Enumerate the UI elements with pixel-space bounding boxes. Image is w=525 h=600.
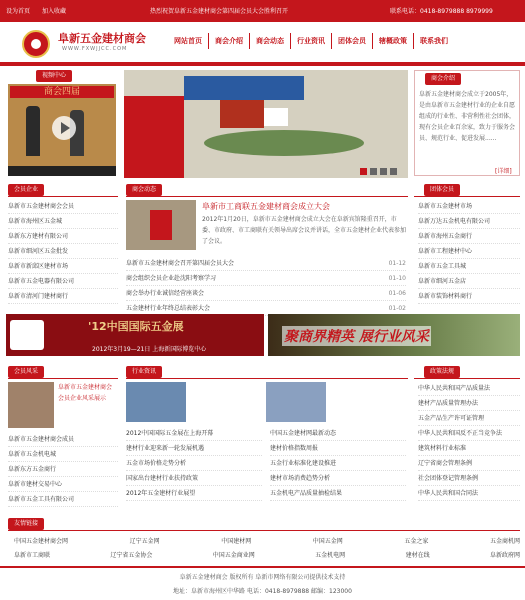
top-bar (0, 0, 525, 22)
intro-more-link[interactable]: [详细] (495, 168, 512, 175)
list-item[interactable]: 阜新市海州区五金城 (8, 214, 118, 229)
add-favorite-link[interactable]: 加入收藏 (42, 8, 67, 15)
list-item[interactable]: 阜新市建材交易中心 (8, 477, 118, 492)
members-list (418, 199, 520, 304)
slogan-text: 聚商界精英 展行业风采 (282, 326, 431, 346)
list-item[interactable]: 五金机电产品质量抽检结果 (270, 486, 406, 501)
list-item[interactable]: 阜新万达五金机电有限公司 (418, 214, 520, 229)
hotline-text: 联系电话：0418-8979888 8979999 (390, 8, 493, 15)
bottom-left-photo[interactable] (8, 382, 54, 428)
list-item[interactable]: 阜新市装饰材料商行 (418, 289, 520, 304)
news-row-title[interactable]: 商会举办行业诚信经营座谈会 (126, 290, 205, 297)
list-item[interactable]: 阜新市五金建材商会成员 (8, 432, 118, 447)
feature-photo[interactable] (124, 70, 408, 178)
bottom-left-headline[interactable]: 阜新市五金建材商会会员企业风采展示 (58, 384, 113, 402)
list-item[interactable]: 阜新市细河五金店 (418, 274, 520, 289)
podium-sign (220, 100, 264, 128)
list-item[interactable]: 阜新市细河区五金批发 (8, 244, 118, 259)
left-decoration (124, 96, 184, 178)
friend-link[interactable]: 建材在线 (405, 552, 430, 559)
video-caption: 商会四届 (10, 86, 114, 98)
nav-home[interactable]: 网站首页 (174, 37, 202, 45)
friend-link[interactable]: 五金商机网 (489, 538, 520, 545)
expo-banner[interactable] (6, 314, 264, 356)
links-divider (8, 530, 520, 531)
news-row-title[interactable]: 商会组织会员企业赴沈阳考察学习 (126, 275, 217, 282)
news-row-date: 01-10 (388, 275, 406, 282)
site-url: WWW.FXWJJCC.COM (62, 46, 128, 52)
news-row-title[interactable]: 阜新市五金建材商会召开第四届会员大会 (126, 260, 235, 267)
nav-policy[interactable]: 辖概政策 (372, 33, 413, 49)
news-photo-banner (150, 210, 172, 240)
friend-link[interactable]: 五金机电网 (315, 552, 346, 559)
news-headline[interactable]: 阜新市工商联五金建材商会成立大会 (202, 202, 330, 211)
friend-link[interactable]: 阜新政府网 (489, 552, 520, 559)
video-person-1 (26, 106, 40, 156)
list-item[interactable]: 建筑材料行业标准 (418, 441, 520, 456)
news-row[interactable] (126, 271, 406, 286)
friend-link[interactable]: 阜新市工商联 (14, 552, 51, 559)
projector-screen (264, 108, 288, 126)
news-row-date: 01-02 (388, 305, 406, 312)
list-item[interactable]: 辽宁省商会管理条例 (418, 456, 520, 471)
footer-line-1: 阜新五金建材商会 版权所有 阜新市网络有限公司提供技术支持 (179, 574, 346, 581)
policy-divider (414, 378, 520, 379)
list-item[interactable]: 建材行业迎来新一轮发展机遇 (126, 441, 262, 456)
set-home-link[interactable]: 设为首页 (6, 8, 31, 15)
list-item[interactable]: 阜新市海州五金商行 (418, 229, 520, 244)
slide-dot-3[interactable] (380, 168, 387, 175)
play-triangle-icon (61, 122, 70, 134)
intro-panel (414, 70, 520, 176)
industry-photo-2[interactable] (266, 382, 326, 422)
list-item[interactable]: 阜新市清河门建材商行 (8, 289, 118, 304)
list-item[interactable]: 建材市场消费趋势分析 (270, 471, 406, 486)
links-row-1 (14, 536, 520, 545)
news-row-title[interactable]: 五金建材行业年终总结表彰大会 (126, 305, 211, 312)
expo-logo (10, 320, 44, 350)
intro-title: 商会介绍 (425, 73, 461, 85)
left-box-list (8, 199, 118, 304)
bottom-left-divider (8, 378, 118, 379)
left-box-divider (8, 196, 118, 197)
links-title: 友情链接 (8, 518, 44, 530)
list-item[interactable]: 阜新市五金电器有限公司 (8, 274, 118, 289)
slide-dots[interactable] (360, 168, 404, 176)
list-item[interactable]: 建材价格指数周报 (270, 441, 406, 456)
list-item[interactable]: 中华人民共和国产品质量法 (418, 381, 520, 396)
list-item[interactable]: 阜新东方建材有限公司 (8, 229, 118, 244)
news-title: 商会动态 (126, 184, 162, 196)
industry-photo-1[interactable] (126, 382, 186, 422)
friend-link[interactable]: 中国五金商业网 (212, 552, 255, 559)
list-item[interactable]: 国家出台建材行业扶持政策 (126, 471, 262, 486)
play-icon[interactable] (52, 116, 76, 140)
header-divider (0, 62, 525, 66)
footer-line-2: 地址：阜新市海州区中华路 电话：0418-8979888 邮编：123000 (173, 588, 352, 595)
expo-date: 2012年3月19—21日 上海新国际博览中心 (92, 346, 207, 353)
members-title: 团体会员 (424, 184, 460, 196)
video-player[interactable] (8, 84, 116, 176)
footer-divider (0, 566, 525, 568)
news-divider (126, 196, 408, 197)
bottom-left-list (8, 432, 118, 507)
friend-link[interactable]: 中国五金建材商会网 (14, 538, 69, 545)
news-summary: 2012年1月20日，阜新市五金建材商会成立大会在阜新宾馆隆重召开，市委、市政府、市工商联有关领导出席会议并讲话，全市五金建材企业代表参加了会议。 (202, 216, 406, 245)
slogan-banner[interactable] (268, 314, 520, 356)
slide-dot-1[interactable] (360, 168, 367, 175)
industry-list-1 (126, 426, 262, 501)
friend-link[interactable]: 中国五金网 (312, 538, 343, 545)
industry-divider (126, 378, 408, 379)
list-item[interactable]: 阜新市工程建材中心 (418, 244, 520, 259)
list-item[interactable]: 社会团体登记管理条例 (418, 471, 520, 486)
news-list (126, 256, 406, 316)
intro-text: 阜新五金建材商会成立于2005年，是由阜新市五金建材行业的企业自愿组成的行业性、非营利性社会团体，现有会员企业百余家，致力于服务会员、规范行业、促进发展...... (419, 91, 516, 142)
list-item[interactable]: 阜新市五金工具城 (418, 259, 520, 274)
nav-news[interactable]: 商会动态 (249, 33, 290, 49)
logo-icon (22, 30, 50, 58)
list-item[interactable]: 阜新市新邱区建材市场 (8, 259, 118, 274)
industry-list-2 (270, 426, 406, 501)
nav-industry[interactable]: 行业资讯 (290, 33, 331, 49)
slide-dot-2[interactable] (370, 168, 377, 175)
nav-about[interactable]: 商会介绍 (208, 33, 249, 49)
policy-list (418, 381, 520, 501)
members-divider (414, 196, 520, 197)
left-box-title: 会员企业 (8, 184, 44, 196)
list-item[interactable]: 2012中国国际五金展在上海开幕 (126, 426, 262, 441)
list-item[interactable]: 中华人民共和国反不正当竞争法 (418, 426, 520, 441)
news-row[interactable] (126, 286, 406, 301)
nav-contact[interactable]: 联系我们 (413, 33, 454, 49)
list-item[interactable]: 中国五金建材网最新动态 (270, 426, 406, 441)
conference-banner (184, 76, 304, 100)
news-photo[interactable] (126, 200, 196, 250)
news-row-date: 01-12 (388, 260, 406, 267)
friend-link[interactable]: 辽宁省五金协会 (110, 552, 153, 559)
list-item[interactable]: 五金行业标准化建设推进 (270, 456, 406, 471)
marquee-text: 热烈祝贺阜新五金建材商会第四届会员大会胜利召开 (150, 8, 289, 15)
friend-link[interactable]: 五金之家 (404, 538, 429, 545)
list-item[interactable]: 2012年五金建材行业展望 (126, 486, 262, 501)
policy-title: 政策法规 (424, 366, 460, 378)
list-item[interactable]: 五金产品生产许可证管理 (418, 411, 520, 426)
video-controls[interactable] (8, 166, 116, 176)
meeting-table (204, 130, 364, 156)
list-item[interactable]: 阜新市五金建材商会会员 (8, 199, 118, 214)
news-row-date: 01-06 (388, 290, 406, 297)
list-item[interactable]: 阜新市五金工具有限公司 (8, 492, 118, 507)
list-item[interactable]: 中华人民共和国合同法 (418, 486, 520, 501)
video-title: 视频中心 (36, 70, 72, 82)
list-item[interactable]: 阜新市五金机电城 (8, 447, 118, 462)
slide-dot-4[interactable] (390, 168, 397, 175)
list-item[interactable]: 五金市场价格走势分析 (126, 456, 262, 471)
expo-title: '12中国国际五金展 (88, 320, 184, 333)
site-title: 阜新五金建材商会 (58, 32, 146, 45)
main-nav (168, 33, 454, 49)
list-item[interactable]: 阜新东方五金商行 (8, 462, 118, 477)
friend-link[interactable]: 中国建材网 (221, 538, 252, 545)
links-row-2 (14, 550, 520, 559)
nav-members[interactable]: 团体会员 (331, 33, 372, 49)
list-item[interactable]: 建材产品质量管理办法 (418, 396, 520, 411)
news-row[interactable] (126, 256, 406, 271)
list-item[interactable]: 阜新市五金建材市场 (418, 199, 520, 214)
friend-link[interactable]: 辽宁五金网 (129, 538, 160, 545)
bottom-left-title: 会员风采 (8, 366, 44, 378)
industry-title: 行业资讯 (126, 366, 162, 378)
